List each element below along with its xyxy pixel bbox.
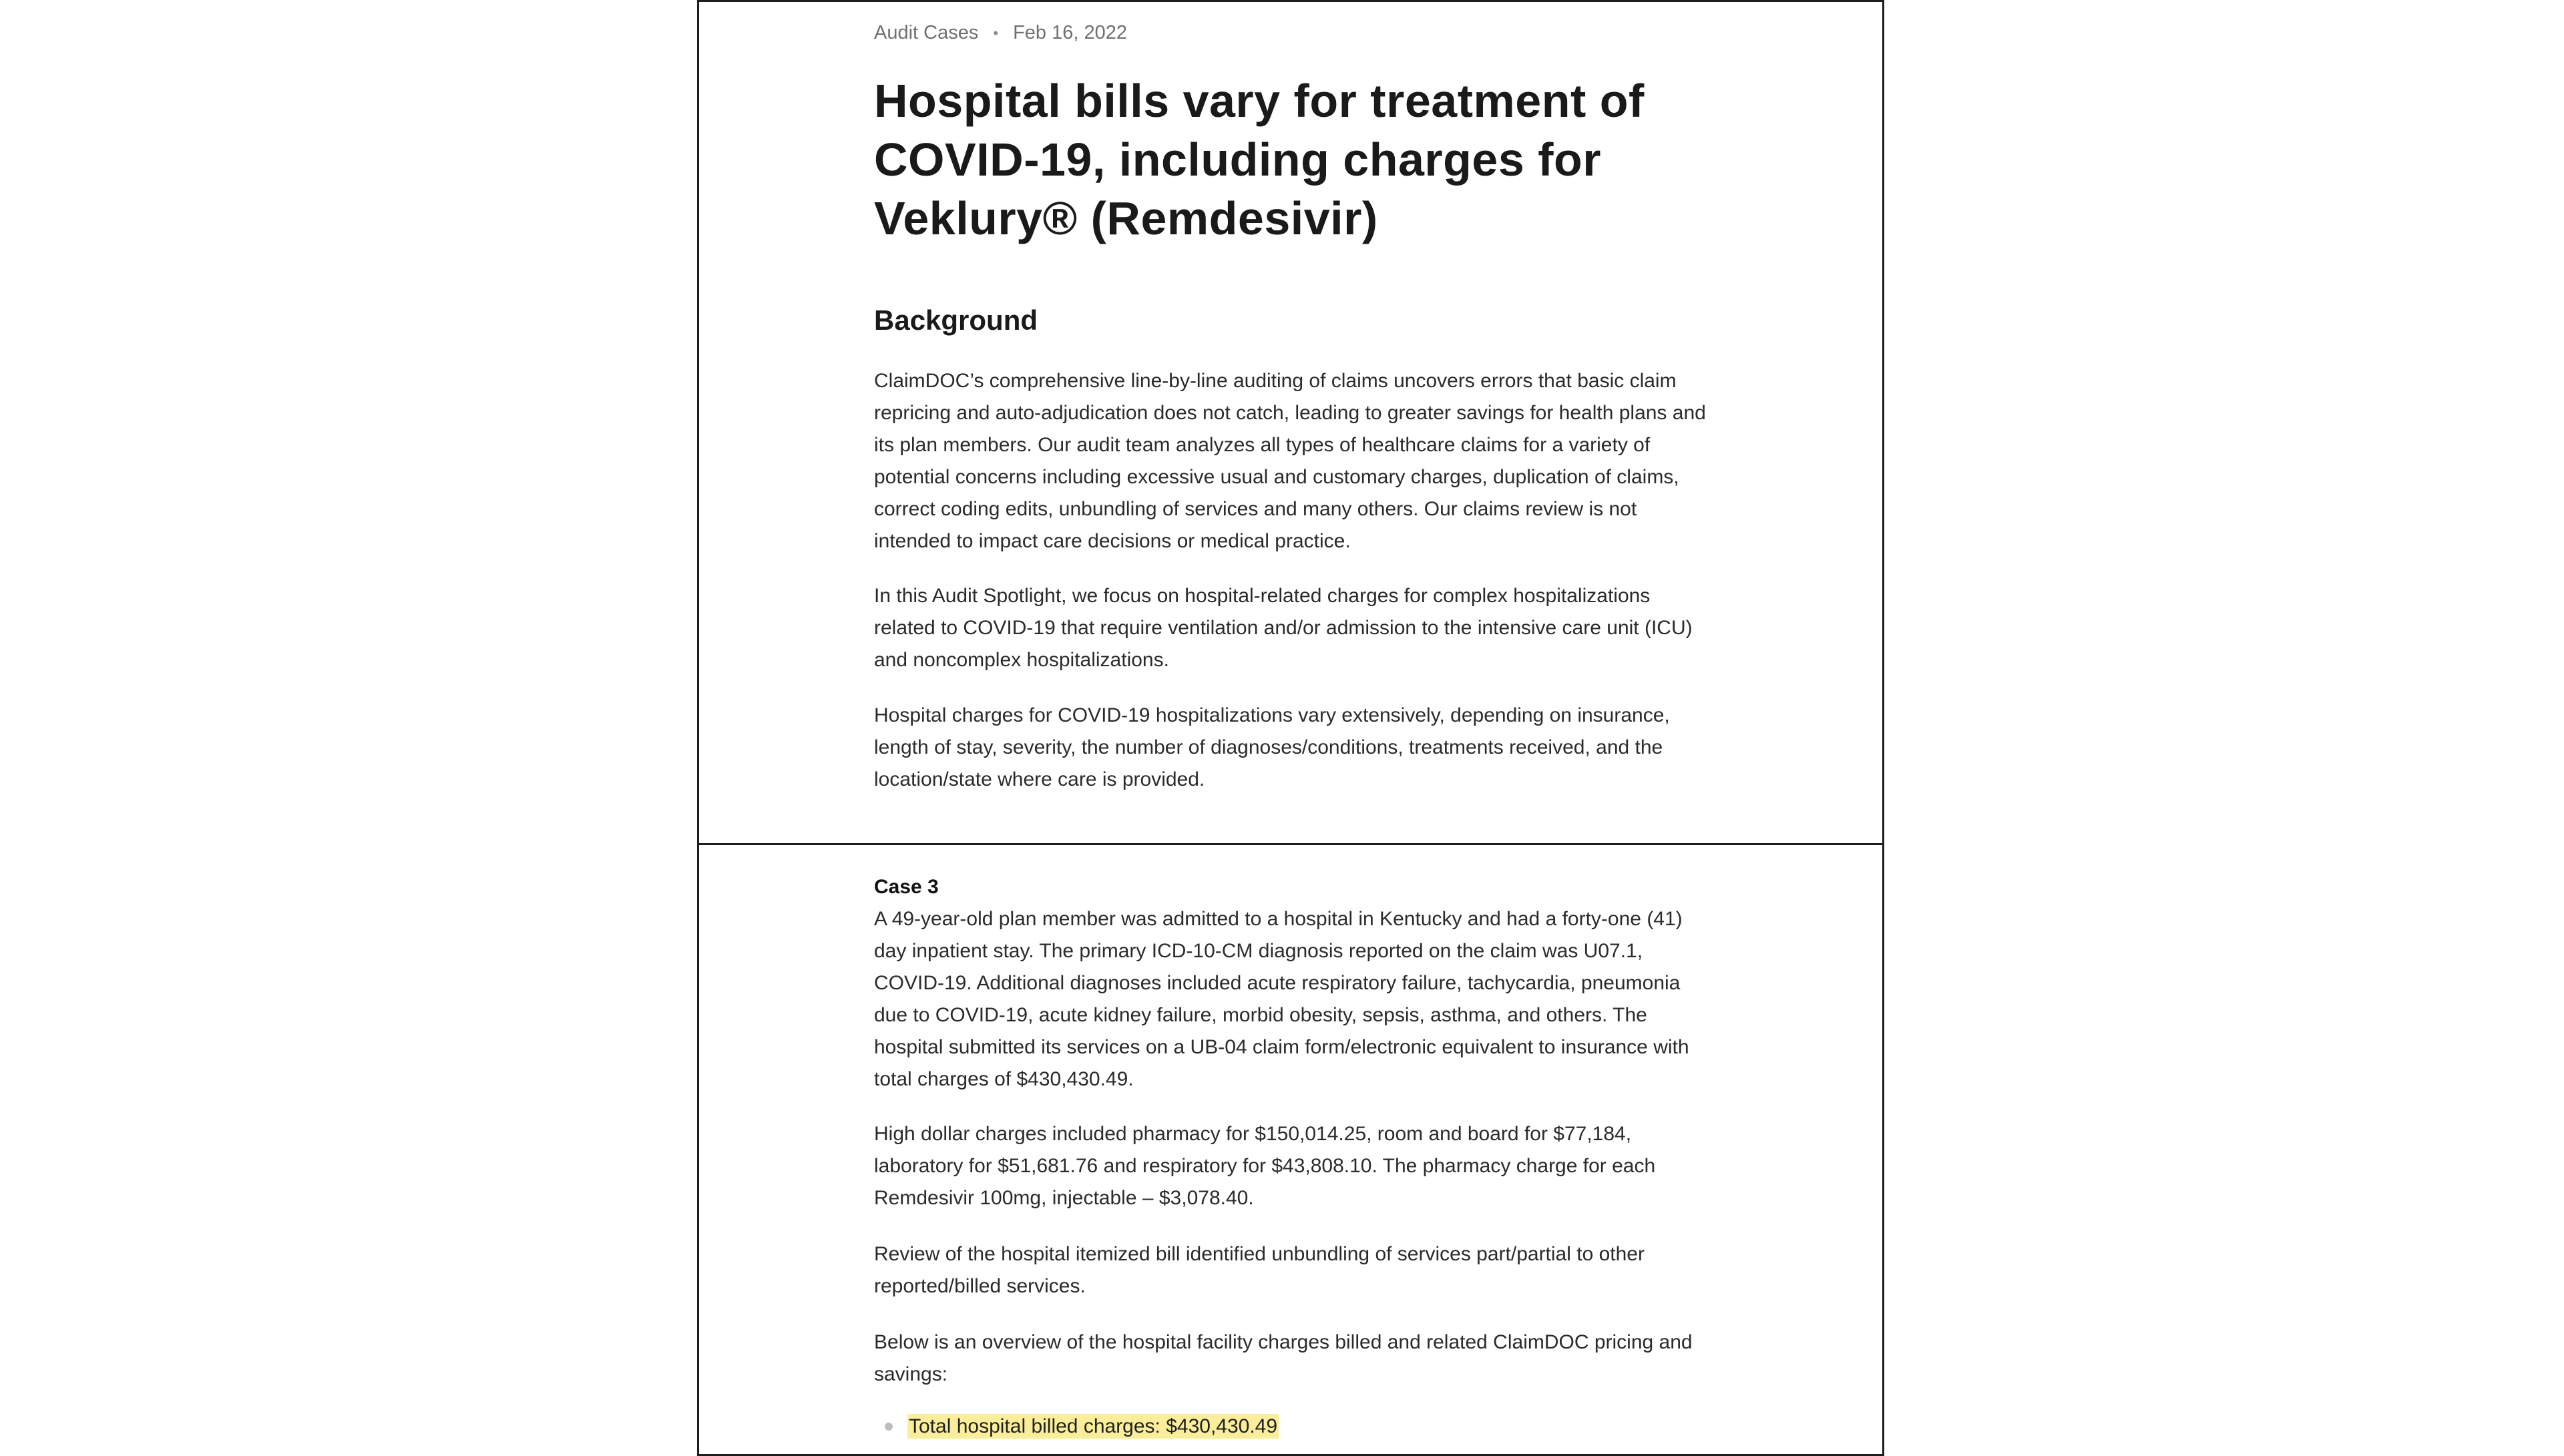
case-paragraph: Below is an overview of the hospital facility charges billed and related ClaimDOC pricing and savings: — [874, 1331, 1693, 1385]
background-paragraph: Hospital charges for COVID-19 hospitalizations vary extensively, depending on insurance, length of stay, severity, the number of diagnoses/conditions, treatments received, and the location/state where care is provided. — [874, 704, 1670, 790]
background-heading: Background — [874, 304, 1038, 336]
case-paragraph: High dollar charges included pharmacy for $150,014.25, room and board for $77,184, laboratory for $51,681.76 and respiratory for $43,808.10. The pharmacy charge for each Remdesivir 100mg, injectable – $3,078.40. — [874, 1123, 1656, 1209]
bullet-icon — [885, 1423, 893, 1431]
list-item — [874, 1411, 1717, 1443]
article-title: Hospital bills vary for treatment of COVID-19, including charges for Veklury® (Remdesivir) — [874, 75, 1645, 244]
case-label: Case 3 — [874, 876, 939, 898]
article-meta — [874, 22, 1717, 44]
highlighted-total-charges: Total hospital billed charges: $430,430.49 — [909, 1415, 1278, 1437]
background-paragraph: ClaimDOC’s comprehensive line-by-line auditing of claims uncovers errors that basic claim repricing and auto-adjudication does not catch, leading to greater savings for health plans and its plan members. Our audit team analyzes all types of healthcare claims for a variety of potential concerns including excessive usual and customary charges, duplication of claims, correct coding edits, unbundling of services and many others. Our claims review is not intended to impact care decisions or medical practice. — [874, 370, 1706, 552]
publish-date: Feb 16, 2022 — [1013, 22, 1127, 43]
background-paragraph: In this Audit Spotlight, we focus on hospital-related charges for complex hospitalizations related to COVID-19 that require ventilation and/or admission to the intensive care unit (ICU) and noncomplex hospitalizations. — [874, 585, 1693, 671]
article-frame — [697, 0, 1884, 1456]
case-paragraph: A 49-year-old plan member was admitted to a hospital in Kentucky and had a forty-one (41) day inpatient stay. The primary ICD-10-CM diagnosis reported on the claim was U07.1, COVID-19. Additional diagnoses included acute respiratory failure, tachycardia, pneumonia due to COVID-19, acute kidney failure, morbid obesity, sepsis, asthma, and others. The hospital submitted its services on a UB-04 claim form/electronic equivalent to insurance with total charges of $430,430.49. — [874, 908, 1689, 1090]
case-paragraph: Review of the hospital itemized bill identified unbundling of services part/partial to other reported/billed services. — [874, 1243, 1645, 1297]
article-intro-section — [699, 2, 1882, 844]
category-link[interactable]: Audit Cases — [874, 22, 979, 43]
charges-list — [874, 1411, 1717, 1443]
section-divider — [699, 843, 1882, 845]
meta-separator: • — [993, 24, 999, 41]
